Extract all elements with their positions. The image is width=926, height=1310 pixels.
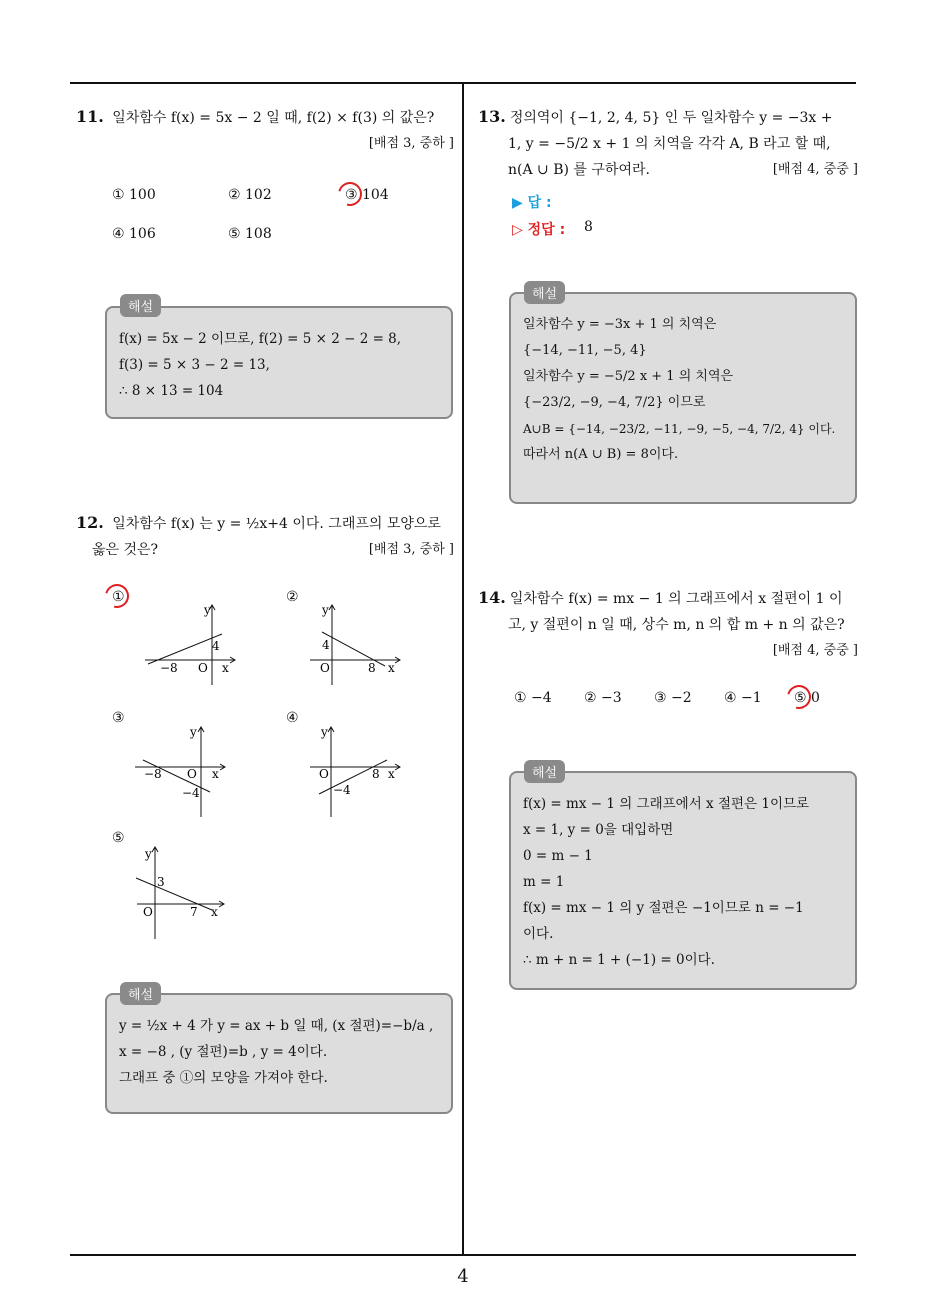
- explanation-line: 0 = m − 1: [523, 848, 593, 864]
- explanation-line: ∴ m + n = 1 + (−1) = 0이다.: [523, 952, 715, 968]
- question-meta: [배점 3, 중하 ]: [368, 136, 454, 151]
- explanation-line: 따라서 n(A ∪ B) = 8이다.: [523, 447, 679, 462]
- graph-option-3-label[interactable]: ③: [112, 710, 125, 726]
- explanation-line: f(x) = 5x − 2 이므로, f(2) = 5 × 2 − 2 = 8,: [119, 331, 402, 347]
- question-meta: [배점 4, 중중 ]: [772, 643, 858, 658]
- choice-3[interactable]: ③ −2: [654, 690, 692, 706]
- graph-option-5-label[interactable]: ⑤: [112, 830, 125, 846]
- question-text: 일차함수 f(x) = mx − 1 의 그래프에서 x 절편이 1 이: [509, 591, 843, 607]
- question-number: 13.: [478, 107, 506, 126]
- graph-option-2: [305, 600, 405, 690]
- question-text: n(A ∪ B) 를 구하여라.: [508, 162, 650, 178]
- x-intercept-label: −8: [144, 767, 162, 781]
- graph-option-4-label[interactable]: ④: [286, 710, 299, 726]
- explanation-line: 그래프 중 ①의 모양을 가져야 한다.: [119, 1070, 328, 1086]
- selected-answer-mark: [334, 178, 367, 211]
- explanation-line: {−23/2, −9, −4, 7/2} 이므로: [523, 395, 706, 410]
- choice-3[interactable]: ③ 104: [345, 187, 389, 203]
- question-meta: [배점 4, 중중 ]: [772, 162, 858, 177]
- explanation-box: [105, 306, 453, 419]
- explanation-line: y = ½x + 4 가 y = ax + b 일 때, (x 절편)=−b/a ,: [119, 1018, 434, 1034]
- y-intercept-label: 4: [212, 639, 220, 653]
- explanation-box: [509, 771, 857, 990]
- graph-option-4: [305, 722, 405, 822]
- origin-label: O: [187, 767, 197, 781]
- question-number: 12.: [76, 513, 104, 532]
- x-intercept-label: −8: [160, 661, 178, 675]
- explanation-line: m = 1: [523, 874, 565, 890]
- question-text: 1, y = −5/2 x + 1 의 치역을 각각 A, B 라고 할 때,: [508, 136, 831, 152]
- question-number: 11.: [76, 107, 104, 126]
- explanation-tag: 해설: [524, 281, 565, 304]
- origin-label: O: [319, 767, 329, 781]
- answer-input-label[interactable]: ▶ 답 :: [512, 195, 552, 211]
- question-text: 일차함수 f(x) = 5x − 2 일 때, f(2) × f(3) 의 값은?: [112, 110, 435, 126]
- explanation-line: f(x) = mx − 1 의 y 절편은 −1이므로 n = −1: [523, 900, 804, 916]
- question-number: 14.: [478, 588, 506, 607]
- graph-option-1-label[interactable]: ①: [112, 589, 125, 605]
- question-text: 일차함수 f(x) 는 y = ½x+4 이다. 그래프의 모양으로: [112, 516, 441, 532]
- explanation-line: 일차함수 y = −3x + 1 의 치역은: [523, 317, 717, 332]
- explanation-line: f(x) = mx − 1 의 그래프에서 x 절편은 1이므로: [523, 796, 810, 812]
- question-13: [478, 104, 858, 183]
- choice-2[interactable]: ② −3: [584, 690, 622, 706]
- explanation-box: [509, 292, 857, 504]
- question-11: [76, 104, 454, 157]
- x-axis-label: x: [388, 767, 395, 781]
- bottom-rule: [70, 1254, 856, 1256]
- question-12: [76, 510, 454, 563]
- x-intercept-label: 8: [368, 661, 376, 675]
- explanation-line: ∴ 8 × 13 = 104: [119, 383, 224, 399]
- y-axis-label: y: [145, 847, 152, 861]
- y-intercept-label: −4: [182, 786, 200, 800]
- origin-label: O: [320, 661, 330, 675]
- explanation-line: A∪B = {−14, −23/2, −11, −9, −5, −4, 7/2, 4} 이다.: [523, 422, 836, 436]
- selected-answer-mark: [783, 681, 816, 714]
- x-axis-label: x: [388, 661, 395, 675]
- correct-answer-label: ▷ 정답 :: [512, 222, 566, 238]
- graph-option-1: [140, 600, 240, 690]
- y-axis-label: y: [321, 725, 328, 739]
- choice-2[interactable]: ② 102: [228, 187, 272, 203]
- x-axis-label: x: [222, 661, 229, 675]
- x-axis-label: x: [212, 767, 219, 781]
- choice-5[interactable]: ⑤ 0: [794, 690, 820, 706]
- explanation-box: [105, 993, 453, 1114]
- page-number: 4: [457, 1266, 469, 1287]
- explanation-tag: 해설: [524, 760, 565, 783]
- x-intercept-label: 8: [372, 767, 380, 781]
- question-text: 정의역이 {−1, 2, 4, 5} 인 두 일차함수 y = −3x +: [509, 110, 833, 126]
- choice-5[interactable]: ⑤ 108: [228, 226, 272, 242]
- origin-label: O: [198, 661, 208, 675]
- graph-option-5: [132, 842, 232, 942]
- y-intercept-label: 3: [157, 875, 165, 889]
- correct-answer-value: 8: [584, 219, 593, 235]
- choice-1[interactable]: ① 100: [112, 187, 156, 203]
- origin-label: O: [143, 905, 153, 919]
- explanation-line: {−14, −11, −5, 4}: [523, 343, 647, 358]
- y-axis-label: y: [204, 603, 211, 617]
- explanation-line: 이다.: [523, 926, 554, 942]
- y-intercept-label: 4: [322, 638, 330, 652]
- choice-4[interactable]: ④ −1: [724, 690, 762, 706]
- question-text: 옳은 것은?: [92, 542, 159, 558]
- explanation-tag: 해설: [120, 294, 161, 317]
- question-text: 고, y 절편이 n 일 때, 상수 m, n 의 합 m + n 의 값은?: [508, 617, 845, 633]
- column-divider: [462, 82, 464, 1255]
- explanation-line: f(3) = 5 × 3 − 2 = 13,: [119, 357, 270, 373]
- x-intercept-label: 7: [190, 905, 198, 919]
- x-axis-label: x: [211, 905, 218, 919]
- explanation-line: x = 1, y = 0을 대입하면: [523, 822, 674, 838]
- y-intercept-label: −4: [333, 783, 351, 797]
- selected-answer-mark: [101, 580, 134, 613]
- y-axis-label: y: [190, 725, 197, 739]
- choice-4[interactable]: ④ 106: [112, 226, 156, 242]
- y-axis-label: y: [322, 603, 329, 617]
- explanation-line: x = −8 , (y 절편)=b , y = 4이다.: [119, 1044, 328, 1060]
- explanation-tag: 해설: [120, 982, 161, 1005]
- explanation-line: 일차함수 y = −5/2 x + 1 의 치역은: [523, 369, 734, 384]
- graph-option-2-label[interactable]: ②: [286, 589, 299, 605]
- graph-option-3: [130, 722, 230, 822]
- question-meta: [배점 3, 중하 ]: [368, 542, 454, 557]
- choice-1[interactable]: ① −4: [514, 690, 552, 706]
- question-14: [478, 585, 858, 664]
